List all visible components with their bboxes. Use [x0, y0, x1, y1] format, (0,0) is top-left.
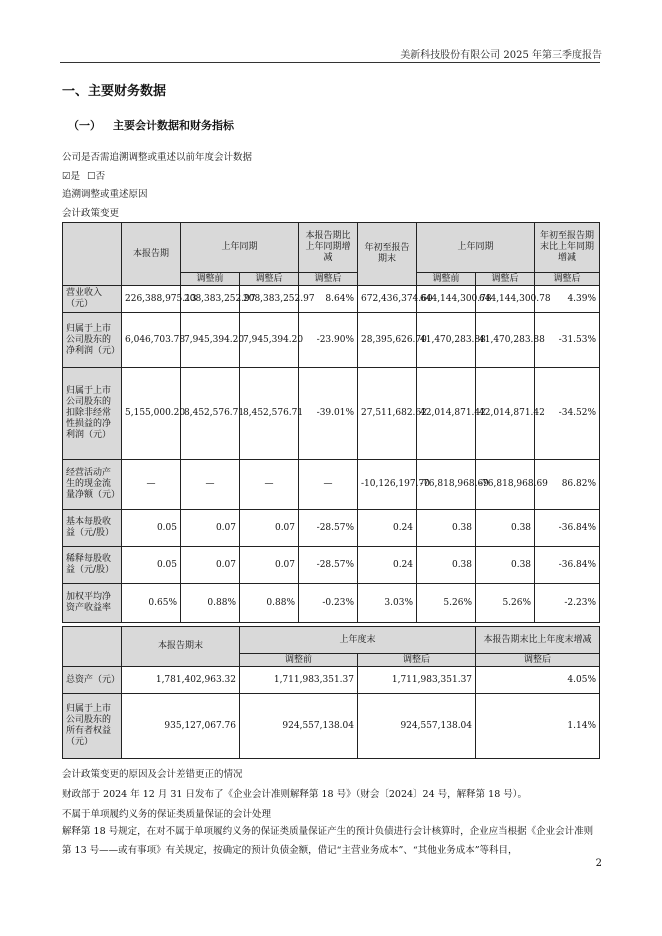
cell: 0.38: [476, 510, 535, 547]
cell: 672,436,374.60: [358, 286, 417, 313]
cell: 6,046,703.78: [122, 313, 181, 368]
cell: -39.01%: [299, 368, 358, 460]
cell: 4.05%: [476, 667, 600, 694]
cell: 41,470,283.88: [476, 313, 535, 368]
table-row: [63, 547, 600, 584]
checkbox-empty-icon: ☐: [87, 171, 96, 182]
table-row: [63, 510, 600, 547]
cell: 0.88%: [240, 584, 299, 623]
hdr-after-change: 调整后: [299, 273, 358, 286]
cell: —: [181, 460, 240, 510]
table-row: [63, 667, 600, 694]
cell: 3.03%: [358, 584, 417, 623]
hdr-last-year-same-ytd: 上年同期: [417, 223, 535, 273]
notes-line-3: 解释第 18 号规定，在对不属于单项履约义务的保证类质量保证产生的预计负债进行会计核算时，企业应当根据《企业会计准则第 13 号——或有事项》有关规定，按确定的预计负债金额，借记“主营业务成本”、“其他业务成本”等科目，: [62, 826, 594, 856]
cell: -36.84%: [535, 510, 600, 547]
table-row: [63, 286, 600, 313]
cell: 0.65%: [122, 584, 181, 623]
header-rule: [60, 62, 600, 63]
hdr-last-year-same: 上年同期: [181, 223, 299, 273]
subsection-title: [68, 117, 234, 133]
reason-label: 追溯调整或重述原因: [62, 189, 148, 200]
cell: —: [299, 460, 358, 510]
cell: 7,945,394.20: [240, 313, 299, 368]
table-row: [63, 584, 600, 623]
cell: -36.84%: [535, 547, 600, 584]
cell: 644,144,300.78: [476, 286, 535, 313]
cell: 0.38: [476, 547, 535, 584]
key-financial-data-table: [62, 222, 600, 623]
hdr-ytd: 年初至报告期末: [358, 223, 417, 286]
cell: 0.88%: [181, 584, 240, 623]
cell: 644,144,300.78: [417, 286, 476, 313]
cell: 0.05: [122, 510, 181, 547]
row-label: 营业收入（元）: [63, 286, 122, 313]
cell: 42,014,871.42: [476, 368, 535, 460]
notes-line-1: 财政部于 2024 年 12 月 31 日发布了《企业会计准则解释第 18 号》（财会〔2024〕24 号，解释第 18 号）。: [62, 789, 528, 800]
cell: 0.38: [417, 510, 476, 547]
page-number: 2: [595, 858, 602, 869]
hdr-current-period: 本报告期: [122, 223, 181, 286]
hdr-period-change: 本报告期比上年同期增减: [299, 223, 358, 273]
hdr-after-ytd: 调整后: [476, 273, 535, 286]
table-row: [63, 694, 600, 759]
row-label: 加权平均净资产收益率: [63, 584, 122, 623]
cell: 924,557,138.04: [358, 694, 476, 759]
table-row: [63, 313, 600, 368]
hdr-after-change-ytd: 调整后: [535, 273, 600, 286]
row-label: 经营活动产生的现金流量净额（元）: [63, 460, 122, 510]
table-row: [63, 368, 600, 460]
cell: 86.82%: [535, 460, 600, 510]
cell: 1,781,402,963.32: [122, 667, 240, 694]
cell: 0.38: [417, 547, 476, 584]
notes-title: 会计政策变更的原因及会计差错更正的情况: [62, 769, 243, 780]
cell: -76,818,968.69: [476, 460, 535, 510]
cell: -0.23%: [299, 584, 358, 623]
row-label: 总资产（元）: [63, 667, 122, 694]
corner-cell: [63, 223, 122, 286]
cell: -28.57%: [299, 510, 358, 547]
cell: -2.23%: [535, 584, 600, 623]
hdr-after: 调整后: [240, 273, 299, 286]
cell: 8,452,576.71: [181, 368, 240, 460]
cell: 924,557,138.04: [240, 694, 358, 759]
hdr-ytd-change: 年初至报告期末比上年同期增减: [535, 223, 600, 273]
cell: 5.26%: [417, 584, 476, 623]
cell: -10,126,197.70: [358, 460, 417, 510]
subsection-number: （一）: [68, 119, 101, 132]
hdr-period-end: 本报告期末: [122, 627, 240, 667]
cell: 1.14%: [476, 694, 600, 759]
balance-data-table: [62, 626, 600, 759]
cell: 8.64%: [299, 286, 358, 313]
cell: -76,818,968.69: [417, 460, 476, 510]
cell: 4.39%: [535, 286, 600, 313]
table-row: [63, 460, 600, 510]
corner-cell: [63, 627, 122, 667]
cell: 0.07: [181, 510, 240, 547]
cell: -34.52%: [535, 368, 600, 460]
row-label: 稀释每股收益（元/股）: [63, 547, 122, 584]
cell: —: [240, 460, 299, 510]
hdr-before: 调整前: [240, 654, 358, 667]
cell: 5,155,000.20: [122, 368, 181, 460]
cell: 935,127,067.76: [122, 694, 240, 759]
hdr-before-ytd: 调整前: [417, 273, 476, 286]
row-label: 归属于上市公司股东的所有者权益（元）: [63, 694, 122, 759]
choice-yes-label: 是: [70, 171, 81, 182]
cell: -31.53%: [535, 313, 600, 368]
subsection-label: 主要会计数据和财务指标: [113, 119, 234, 132]
notes-line-2: 不属于单项履约义务的保证类质量保证的会计处理: [62, 809, 272, 820]
cell: 0.07: [240, 547, 299, 584]
hdr-last-year-end: 上年度末: [240, 627, 476, 654]
cell: 28,395,626.70: [358, 313, 417, 368]
cell: 208,383,252.97: [181, 286, 240, 313]
cell: 226,388,975.13: [122, 286, 181, 313]
cell: 8,452,576.71: [240, 368, 299, 460]
row-label: 归属于上市公司股东的扣除非经常性损益的净利润（元）: [63, 368, 122, 460]
cell: -28.57%: [299, 547, 358, 584]
cell: 5.26%: [476, 584, 535, 623]
cell: —: [122, 460, 181, 510]
hdr-after: 调整后: [358, 654, 476, 667]
reason-value: 会计政策变更: [62, 208, 120, 219]
cell: 7,945,394.20: [181, 313, 240, 368]
cell: 27,511,682.62: [358, 368, 417, 460]
page-header: 美新科技股份有限公司 2025 年第三季度报告: [400, 50, 602, 61]
cell: 41,470,283.88: [417, 313, 476, 368]
row-label: 归属于上市公司股东的净利润（元）: [63, 313, 122, 368]
cell: 42,014,871.42: [417, 368, 476, 460]
cell: 0.07: [240, 510, 299, 547]
cell: 0.05: [122, 547, 181, 584]
row-label: 基本每股收益（元/股）: [63, 510, 122, 547]
cell: 0.24: [358, 510, 417, 547]
hdr-after-change: 调整后: [476, 654, 600, 667]
cell: 208,383,252.97: [240, 286, 299, 313]
cell: 1,711,983,351.37: [358, 667, 476, 694]
cell: 1,711,983,351.37: [240, 667, 358, 694]
retro-question: 公司是否需追溯调整或重述以前年度会计数据: [62, 152, 253, 163]
hdr-before: 调整前: [181, 273, 240, 286]
cell: 0.07: [181, 547, 240, 584]
cell: -23.90%: [299, 313, 358, 368]
section-title: 一、主要财务数据: [62, 84, 167, 99]
cell: 0.24: [358, 547, 417, 584]
choice-no-label: 否: [95, 171, 106, 182]
checkbox-checked-icon: ☑: [62, 171, 71, 182]
retro-choice: [62, 168, 105, 182]
hdr-period-end-change: 本报告期末比上年度末增减: [476, 627, 600, 654]
